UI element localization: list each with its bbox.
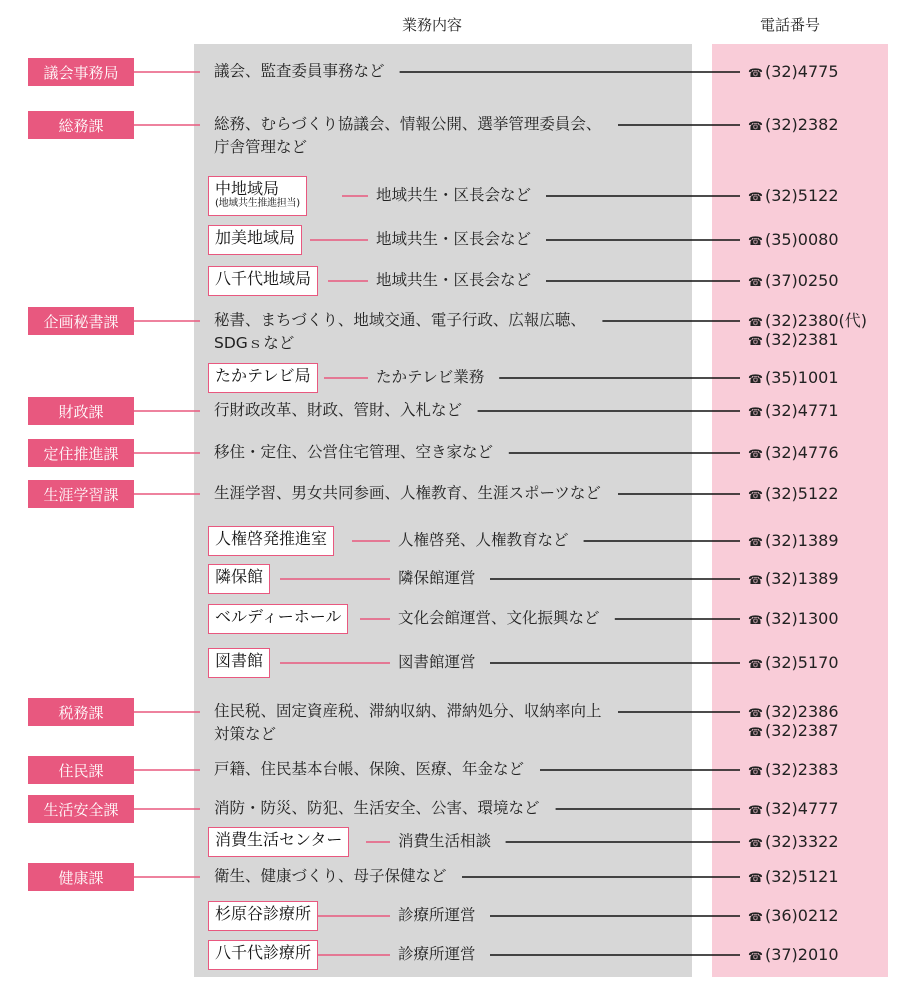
business-line: 図書館運営 [398,653,482,671]
department-label: 生活安全課 [28,795,134,823]
telephone-icon: ☎ [748,190,763,204]
sub-office-name: 隣保館 [215,567,264,586]
phone-number-text: (32)4776 [764,443,839,462]
phone-number[interactable] [748,271,839,292]
phone-number-text: (35)0080 [764,230,839,249]
phone-number[interactable] [748,760,839,781]
phone-number-text: (32)1389 [764,531,839,550]
business-description [376,366,490,389]
telephone-icon: ☎ [748,234,763,248]
telephone-icon: ☎ [748,573,763,587]
phone-number[interactable] [748,62,839,83]
business-description [214,309,592,355]
business-line: 秘書、まちづくり、地域交通、電子行政、広報広聴、 [214,311,592,329]
telephone-icon: ☎ [748,910,763,924]
department-label: 住民課 [28,756,134,784]
telephone-icon: ☎ [748,613,763,627]
phone-number[interactable] [748,702,839,723]
business-header: 業務内容 [402,16,463,34]
business-description [398,651,482,674]
business-description [214,865,453,888]
phone-number[interactable] [748,721,839,742]
business-description [398,529,575,552]
sub-office-label [208,266,318,296]
business-line: 移住・定住、公営住宅管理、空き家など [214,443,499,461]
telephone-icon: ☎ [748,315,763,329]
business-description [214,797,546,820]
business-line: 診療所運営 [398,945,482,963]
business-line: 対策など [214,725,282,743]
phone-number[interactable] [748,569,839,590]
sub-office-name: 八千代地域局 [215,269,312,288]
business-line: 戸籍、住民基本台帳、保険、医療、年金など [214,760,530,778]
telephone-icon: ☎ [748,706,763,720]
business-description [214,399,468,422]
phone-number[interactable] [748,484,839,505]
business-description [398,943,482,966]
sub-office-name: ベルディーホール [215,607,342,626]
business-line: 行財政改革、財政、管財、入札など [214,401,468,419]
business-description [398,904,482,927]
phone-number-text: (32)5122 [764,186,839,205]
phone-number-text: (32)5170 [764,653,839,672]
business-description [398,830,497,853]
phone-number-text: (32)5121 [764,867,839,886]
phone-number[interactable] [748,945,839,966]
sub-office-name: 人権啓発推進室 [215,529,328,548]
telephone-icon: ☎ [748,836,763,850]
business-description [214,60,391,83]
phone-number-text: (32)1300 [764,609,839,628]
department-label: 税務課 [28,698,134,726]
business-line: 消防・防災、防犯、生活安全、公害、環境など [214,799,546,817]
phone-number[interactable] [748,832,839,853]
business-line: 診療所運営 [398,906,482,924]
phone-number[interactable] [748,609,839,630]
phone-number[interactable] [748,867,839,888]
phone-number-text: (32)2381 [764,330,839,349]
business-description [214,482,607,505]
phone-number-text: (35)1001 [764,368,839,387]
telephone-icon: ☎ [748,657,763,671]
department-label: 総務課 [28,111,134,139]
sub-office-label [208,940,318,970]
sub-office-label [208,901,318,931]
phone-number-text: (32)4771 [764,401,839,420]
phone-number[interactable] [748,311,867,332]
telephone-icon: ☎ [748,725,763,739]
phone-number[interactable] [748,330,839,351]
phone-number[interactable] [748,443,839,464]
department-label: 議会事務局 [28,58,134,86]
business-line: 総務、むらづくり協議会、情報公開、選挙管理委員会、 [214,115,607,133]
business-line: 地域共生・区長会など [376,186,537,204]
sub-office-label [208,827,349,857]
sub-office-label [208,363,318,393]
phone-number-text: (37)0250 [764,271,839,290]
business-description [214,700,608,746]
business-line: 住民税、固定資産税、滞納収納、滞納処分、収納率向上 [214,702,608,720]
business-line: SDGｓなど [214,334,300,352]
department-label: 生涯学習課 [28,480,134,508]
business-description [214,441,499,464]
telephone-icon: ☎ [748,803,763,817]
telephone-icon: ☎ [748,764,763,778]
sub-office-name: 中地域局 [215,179,280,198]
business-line: たかテレビ業務 [376,368,490,386]
sub-office-note: (地域共生推進担当) [215,198,300,210]
sub-office-name: 杉原谷診療所 [215,904,312,923]
sub-office-label [208,564,270,594]
phone-number-text: (32)2386 [764,702,839,721]
business-line: 庁舎管理など [214,138,313,156]
phone-number-text: (32)2380(代) [764,311,868,330]
business-description [398,567,482,590]
business-description [398,607,606,630]
phone-number-text: (32)2382 [764,115,839,134]
phone-number-text: (32)4777 [764,799,839,818]
phone-number-text: (37)2010 [764,945,839,964]
telephone-icon: ☎ [748,334,763,348]
department-label: 健康課 [28,863,134,891]
phone-number-text: (32)5122 [764,484,839,503]
sub-office-name: 消費生活センター [215,830,343,849]
business-description [376,184,537,207]
phone-number-text: (32)2387 [764,721,839,740]
telephone-icon: ☎ [748,119,763,133]
sub-office-label [208,176,307,216]
sub-office-name: 八千代診療所 [215,943,312,962]
phone-number-text: (32)3322 [764,832,839,851]
department-label: 定住推進課 [28,439,134,467]
phone-number[interactable] [748,368,839,389]
business-line: 消費生活相談 [398,832,497,850]
business-line: 議会、監査委員事務など [214,62,391,80]
business-line: 衛生、健康づくり、母子保健など [214,867,453,885]
phone-number[interactable] [748,906,839,927]
phone-header: 電話番号 [760,16,821,34]
phone-number-text: (36)0212 [764,906,839,925]
department-label: 財政課 [28,397,134,425]
phone-number-text: (32)2383 [764,760,839,779]
telephone-icon: ☎ [748,372,763,386]
telephone-icon: ☎ [748,871,763,885]
telephone-icon: ☎ [748,447,763,461]
phone-number[interactable] [748,230,839,251]
sub-office-label [208,526,334,556]
sub-office-label [208,604,348,634]
business-line: 人権啓発、人権教育など [398,531,575,549]
telephone-icon: ☎ [748,66,763,80]
business-description [376,269,537,292]
telephone-icon: ☎ [748,535,763,549]
phone-number-text: (32)1389 [764,569,839,588]
business-description [376,228,537,251]
telephone-icon: ☎ [748,488,763,502]
business-description [214,113,607,159]
sub-office-name: 図書館 [215,651,264,670]
sub-office-label [208,648,270,678]
telephone-icon: ☎ [748,275,763,289]
phone-number[interactable] [748,799,839,820]
telephone-icon: ☎ [748,949,763,963]
business-line: 隣保館運営 [398,569,482,587]
business-line: 文化会館運営、文化振興など [398,609,606,627]
department-label: 企画秘書課 [28,307,134,335]
business-description [214,758,530,781]
business-line: 地域共生・区長会など [376,230,537,248]
sub-office-name: たかテレビ局 [215,366,311,385]
phone-number[interactable] [748,531,839,552]
sub-office-label [208,225,302,255]
sub-office-name: 加美地域局 [215,228,296,247]
phone-number[interactable] [748,401,839,422]
telephone-icon: ☎ [748,405,763,419]
business-line: 生涯学習、男女共同参画、人権教育、生涯スポーツなど [214,484,607,502]
phone-number-text: (32)4775 [764,62,839,81]
phone-number[interactable] [748,115,839,136]
phone-number[interactable] [748,186,839,207]
business-line: 地域共生・区長会など [376,271,537,289]
phone-number[interactable] [748,653,839,674]
